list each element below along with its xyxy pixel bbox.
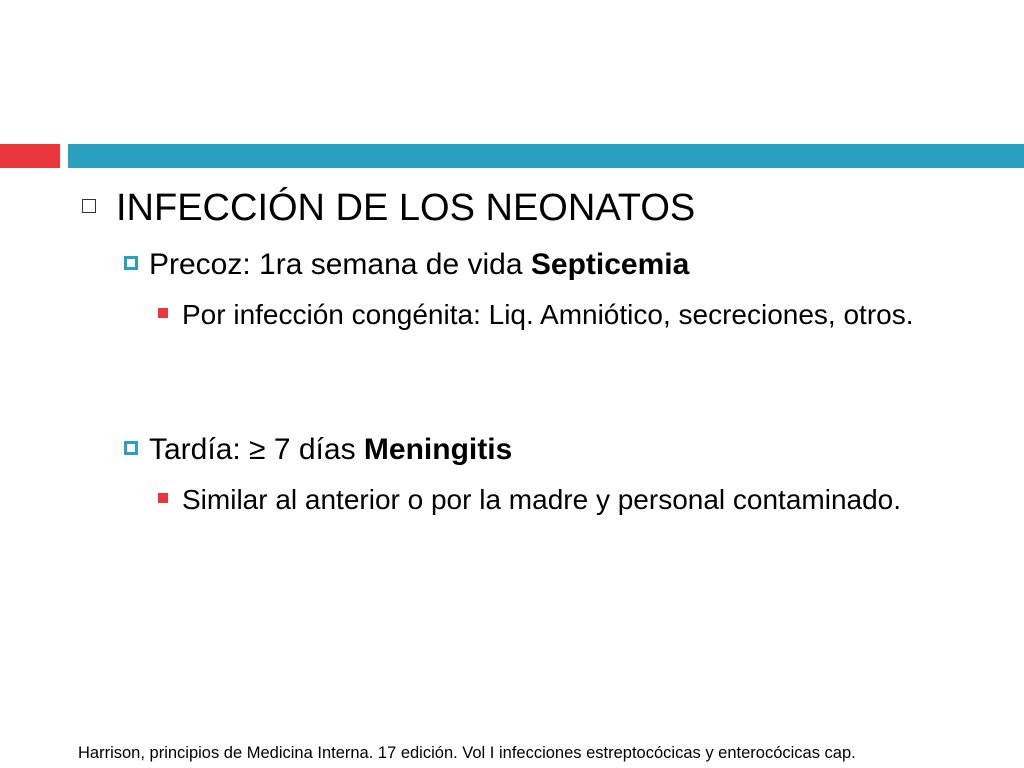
early-bold-term: Septicemia bbox=[530, 248, 690, 281]
early-infection-item bbox=[124, 248, 689, 282]
late-detail-item bbox=[158, 482, 978, 518]
blue-accent-bar bbox=[68, 144, 1024, 168]
square-ring-bullet-icon bbox=[124, 441, 138, 455]
early-detail-item bbox=[158, 297, 978, 333]
citation-footer: Harrison, principios de Medicina Interna. 17 edición. Vol I infecciones estreptocócicas y enterocócicas cap. bbox=[78, 744, 856, 762]
early-detail-text: Por infección congénita: Liq. Amniótico, secreciones, otros. bbox=[182, 299, 914, 330]
filled-square-bullet-icon bbox=[158, 493, 168, 503]
late-label: Tardía: ≥ 7 días bbox=[149, 433, 364, 466]
square-outline-bullet-icon bbox=[82, 199, 96, 213]
red-accent-bar bbox=[0, 144, 60, 168]
early-label: Precoz: 1ra semana de vida bbox=[149, 248, 531, 281]
heading-item bbox=[82, 187, 695, 230]
late-bold-term: Meningitis bbox=[363, 433, 513, 466]
filled-square-bullet-icon bbox=[158, 308, 168, 318]
late-infection-item bbox=[124, 433, 512, 467]
heading-text: INFECCIÓN DE LOS NEONATOS bbox=[116, 187, 696, 229]
late-detail-text: Similar al anterior o por la madre y personal contaminado. bbox=[182, 484, 902, 515]
square-ring-bullet-icon bbox=[124, 256, 138, 270]
